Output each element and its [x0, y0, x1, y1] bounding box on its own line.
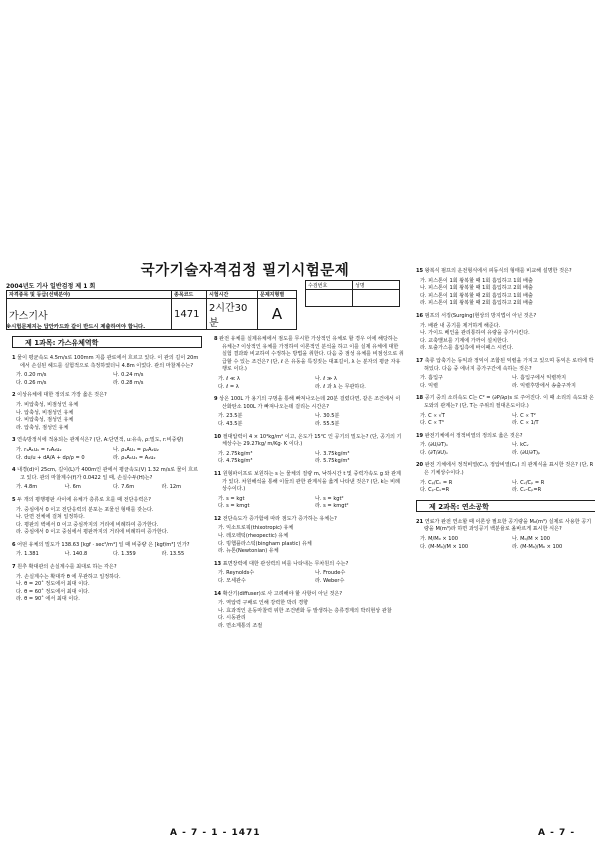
question-item — [214, 336, 404, 391]
answer-option: 다. C ∝ T³ — [420, 420, 444, 427]
question-item — [214, 471, 404, 511]
answer-options — [12, 507, 202, 537]
answer-option: 가. 흡입구 — [420, 375, 443, 382]
answer-options — [416, 413, 595, 428]
time-value: 2시간30분 — [207, 299, 258, 330]
question-body: 축류 압축기는 동익과 정익이 조합된 익렬을 가지고 있으며 동익은 로터에 박혀있다. 다음 중 에너지 증가구간에 속하는 것은? — [424, 357, 594, 372]
answer-option: 나. ℓ ≫ λ — [315, 375, 337, 382]
answer-option: 라. C ∝ 1/T — [512, 420, 539, 427]
examinee-info-table — [305, 280, 400, 307]
question-item — [12, 467, 202, 492]
question-item — [12, 392, 202, 432]
question-item — [416, 358, 595, 390]
type-header: 문제지형별 — [258, 291, 297, 299]
answer-options — [214, 376, 404, 391]
answer-option: 라. 압축성, 점성인 유체 — [16, 424, 69, 431]
question-item — [12, 542, 202, 559]
column-1 — [12, 336, 202, 609]
answer-option: 라. s = kmgt² — [315, 503, 349, 510]
answer-option: 가. 23.5분 — [218, 413, 243, 420]
answer-option: 라. ρ₁A₁u₁ = A₂u₂ — [113, 454, 156, 461]
answer-option: 나. ρ₁Au₁ = ρ₂A₂u₂ — [113, 446, 159, 453]
examinee-name-label: 성명 — [353, 281, 400, 290]
question-text — [12, 542, 202, 550]
answer-options — [214, 525, 404, 555]
question-body: 연료가 완전 연소할 때 이론상 필요한 공기량을 M₀(m³) 실제로 사용한 공기량을 M(m³)라 하면 과잉공기 백분율로 올바르게 표시한 식은? — [424, 518, 592, 533]
question-body: 확산기(diffuser)로 사 고려해야 할 사항이 아닌 것은? — [222, 590, 343, 597]
answer-option: 다. (M-M₀)/M × 100 — [420, 543, 469, 550]
answer-option: 나. Froude수 — [315, 570, 346, 577]
answer-option: 나. 30.5분 — [315, 413, 340, 420]
question-number: 6 — [12, 541, 16, 548]
question-text — [12, 355, 202, 370]
answer-option: 다. Cₚ-Cᵥ=R — [420, 487, 450, 494]
answer-option: 다. 피스톤이 1회 왕복할 때 2회 흡입하고 1회 배출 — [420, 292, 533, 299]
answer-option: 라. 13.55 — [161, 551, 185, 558]
answer-option: 라. Cᵥ-Cₚ=R — [512, 487, 542, 494]
question-item — [416, 268, 595, 308]
question-text — [416, 462, 595, 477]
question-item — [416, 313, 595, 353]
question-body: 연속방정식에 적용되는 관계식은? (단, A:단면적, u:유속, ρ:밀도, r:비중량) — [17, 437, 184, 444]
answer-option: 다. θ = 60˚ 정도에서 최대 이다. — [16, 588, 90, 595]
question-item — [214, 434, 404, 466]
question-text — [214, 516, 404, 524]
time-header: 시험시간 — [207, 291, 258, 299]
question-body: 왕복식 펌프의 운전형식에서 피동식의 형태를 비교해 설명한 것은? — [424, 268, 572, 274]
answer-option: 가. Cₚ/Cᵥ = R — [420, 479, 453, 486]
answer-option: 나. C ∝ T² — [512, 412, 536, 419]
question-number: 3 — [12, 437, 16, 444]
answer-option: 다. s = kmgt — [218, 503, 250, 510]
answer-option: 가. 비압축성, 비점성인 유체 — [16, 401, 79, 408]
answer-option: 가. (∂U/∂T)ᵥ — [420, 442, 449, 449]
question-number: 19 — [416, 432, 424, 439]
answer-option: 가. 역압력 구배로 인해 강력한 박리 경향 — [218, 600, 309, 607]
question-text — [214, 396, 404, 411]
answer-option: 라. 12m — [161, 484, 182, 491]
answer-option: 가. 1.381 — [16, 551, 39, 558]
question-number: 15 — [416, 268, 424, 274]
question-number: 10 — [214, 433, 222, 440]
answer-option: 라. 5.75kg/m³ — [315, 458, 350, 465]
question-body: 완전기체에서 정적비열의 정의로 옳은 것은? — [424, 432, 523, 439]
question-text — [12, 437, 202, 445]
answer-options — [416, 278, 595, 308]
answer-option: 나. 140.8 — [64, 551, 88, 558]
answer-option: 가. M/M₀ × 100 — [420, 536, 458, 543]
answer-option: 나. 압축성, 비점성인 유체 — [16, 409, 74, 416]
code-value: 1471 — [172, 299, 207, 330]
question-number: 16 — [416, 312, 424, 319]
question-item — [12, 497, 202, 537]
question-body: 원형파이프로 보원하는 s 는 물체의 질량 m, 낙하시간 t 및 중력가속도 g 와 관계가 있다. 차원해석을 통해 이들의 관한 관계식을 옳게 나타낸 것은? (단, k는 비례상수이다.) — [222, 470, 401, 493]
question-body: 전단속도가 증가함에 따라 점도가 증가하는 유체는? — [222, 515, 337, 522]
answer-option: 나. 3.75kg/m³ — [315, 450, 350, 457]
question-number: 18 — [416, 395, 424, 402]
answer-option: 가. r₁A₁u₁ = r₂A₂u₂ — [16, 446, 62, 453]
question-body: 표면장력에 대한 관성력의 비를 나타내는 무차원의 수는? — [222, 560, 349, 567]
question-text — [214, 561, 404, 569]
answer-options — [416, 480, 595, 495]
question-item — [416, 519, 595, 551]
question-number: 20 — [416, 462, 424, 469]
question-text — [416, 313, 595, 321]
question-item — [416, 462, 595, 494]
answer-option: 라. (∂U/∂T)ₚ — [512, 449, 541, 456]
examinee-name-field — [353, 290, 400, 307]
answer-option: 나. 0.24 m/s — [113, 372, 144, 379]
answer-option: 다. 7.6m — [113, 484, 135, 491]
question-item — [12, 564, 202, 604]
answer-option: 라. 면소계통의 조절 — [218, 623, 263, 629]
answer-option: 나. 6m — [64, 484, 81, 491]
question-text — [214, 434, 404, 449]
answer-option: 다. 1.359 — [113, 551, 136, 558]
answer-option: 다. 모세관수 — [218, 578, 246, 585]
question-number: 14 — [214, 590, 222, 597]
answer-option: 가. 익소트로픽(thixotropic) 유체 — [218, 525, 294, 532]
column-2 — [214, 336, 404, 636]
question-body: 어떤 유체의 밀도가 138.63 [kgf · sec²/m⁴] 일 때 비중량 은 [kgf/m³] 인가? — [17, 541, 190, 548]
answer-options — [416, 442, 595, 457]
answer-options — [214, 451, 404, 466]
answer-option: 다. 43.5분 — [218, 420, 243, 427]
answer-option: 라. 0.28 m/s — [113, 379, 144, 386]
subject-value: 가스기사 — [7, 299, 172, 330]
question-text — [416, 358, 595, 373]
question-number: 2 — [12, 392, 16, 399]
answer-option: 나. 효과적인 운동마찰력 위한 조건변화 등 발생하는 층류경계의 박리현상 관찰 — [218, 607, 392, 614]
answer-option: 가. 피스톤이 1회 왕복할 때 1회 흡입하고 1회 배출 — [420, 277, 533, 284]
answer-options — [416, 536, 595, 551]
question-number: 17 — [416, 357, 424, 364]
question-body: 공기 중의 소리속도 C는 C² = (∂P/∂ρ)s 로 주어진다. 이 때 소리의 속도와 온도와의 관계는? (단, T는 주위의 절대온도이다.) — [424, 395, 594, 409]
answer-option: 다. (∂T/∂U)ᵥ — [420, 449, 449, 456]
question-text — [416, 268, 595, 276]
question-text — [416, 395, 595, 410]
answer-option: 가. 배관 내 공기를 제거하게 해준다. — [420, 322, 501, 329]
question-text — [12, 497, 202, 505]
question-item — [214, 561, 404, 586]
answer-option: 라. ℓ 과 λ 는 무관하다. — [315, 383, 366, 390]
question-body: 상온 100L 가 용기의 구멍을 통해 빠져나오는데 20분 걸렸다면, 같은 조건에서 이산화탄소 100L 가 빠져나오는데 걸리는 시간은? — [219, 396, 401, 410]
code-header: 종목코드 — [172, 291, 207, 299]
answer-option: 나. 가이드 베인을 관리통하여 유량을 증가시킨다. — [420, 330, 530, 337]
answer-option: 가. 0.20 m/s — [16, 372, 47, 379]
answer-option: 나. Cᵥ/Cₚ = R — [512, 479, 545, 486]
answer-options — [12, 372, 202, 387]
question-item — [416, 433, 595, 458]
answer-option: 라. 토출가스를 흡입측에 바이패스 시킨다. — [420, 345, 514, 352]
question-number: 8 — [214, 336, 218, 342]
answer-option: 나. θ = 20˚ 정도에서 최대 이다. — [16, 581, 90, 588]
answer-option: 라. (M-M₀)/M₀ × 100 — [512, 543, 563, 550]
answer-option: 다. 빙햄플라스틱(bingham plastic) 유체 — [218, 540, 312, 547]
answer-option: 가. 중심에서 0 이고 전단응력의 분포는 포물선 형태를 갖는다. — [16, 506, 154, 513]
question-body: 내경(d)이 25cm, 길이(L)가 400m인 관에서 평균속도(V) 1.32 m/s로 물이 흐르고 있다. 관의 마찰계수(f)가 0.0422 일 때, 손실수두(H)는? — [17, 467, 198, 481]
question-text — [416, 519, 595, 534]
question-text — [214, 471, 404, 494]
question-number: 5 — [12, 496, 16, 503]
answer-option: 라. 익렬후방에서 송출구까지 — [512, 382, 576, 389]
question-number: 13 — [214, 560, 222, 567]
section-title: 제 1과목: 가스유체역학 — [12, 336, 202, 348]
answer-options — [12, 574, 202, 604]
answer-option: 나. 피스톤이 1회 왕복할 때 1회 흡입하고 2회 배출 — [420, 285, 533, 292]
question-body: 이상유체에 대한 정의로 가장 옳은 것은? — [17, 392, 107, 399]
answer-option: 다. 4.75kg/m³ — [218, 458, 253, 465]
question-text — [12, 467, 202, 482]
answer-option: 나. 레오펙틱(rheopectic) 유체 — [218, 533, 289, 540]
question-item — [214, 396, 404, 428]
question-body: 절대압력이 4 × 10⁴kg/m² 이고, 온도가 15℃ 인 공기의 밀도는? (단, 공기의 기체상수는 29.27kg/ m/Kg· K 이다.) — [222, 433, 402, 448]
answer-option: 다. du/u + dA/A + dρ/ρ = 0 — [16, 454, 85, 461]
answer-options — [416, 375, 595, 390]
answer-options — [214, 570, 404, 585]
answer-option: 가. C ∝ √T — [420, 412, 445, 419]
answer-option: 다. 시동관리 — [218, 615, 246, 622]
answer-option: 다. 0.26 m/s — [16, 379, 47, 386]
answer-option: 다. 비압축성, 점성인 유체 — [16, 417, 74, 424]
answer-option: 나. kCᵥ — [512, 442, 529, 449]
question-body: 펌프의 서징(Surging)현상의 방지법이 아닌 것은? — [424, 312, 537, 319]
question-number: 11 — [214, 470, 222, 477]
answer-option: 다. ℓ = λ — [218, 383, 239, 390]
answer-option: 라. Weber수 — [315, 578, 345, 585]
question-number: 1 — [12, 355, 16, 361]
notice-text: ※시험문제지는 답안카드와 같이 반드시 제출하여야 합니다. — [6, 324, 146, 330]
question-text — [416, 433, 595, 441]
answer-options — [214, 413, 404, 428]
section-title: 제 2과목: 연소공학 — [416, 500, 595, 512]
question-text — [214, 591, 404, 599]
question-item — [12, 437, 202, 462]
answer-option: 다. 교축밸브를 기계에 가까이 설치한다. — [420, 337, 509, 344]
answer-option: 나. 단면 전체에 걸쳐 일정하다. — [16, 514, 85, 521]
answer-option: 가. 4.8m — [16, 484, 38, 491]
question-text — [12, 564, 202, 572]
question-item — [214, 591, 404, 631]
answer-options — [12, 447, 202, 462]
answer-options — [214, 600, 404, 630]
page-title: 국가기술자격검정 필기시험문제 — [140, 263, 350, 279]
question-item — [12, 355, 202, 387]
answer-options — [12, 551, 202, 559]
answer-option: 나. M₀/M × 100 — [512, 536, 550, 543]
exam-year: 2004년도 기사 일반검정 제 1 회 — [6, 283, 96, 290]
question-body: 완전 기체에서 정적비열(Cᵥ), 정압비열(Cₚ) 의 관계식을 표시한 것은? (단, R은 기체상수이다.) — [424, 462, 594, 477]
page-footer-next: A - 7 - — [538, 828, 576, 838]
question-number: 21 — [416, 518, 424, 525]
answer-option: 라. 뉴톤(Newtonian) 유체 — [218, 548, 279, 555]
answer-option: 다. 평판의 벽에서 0 이고 중심까지의 거리에 비례하여 증가한다. — [16, 521, 159, 528]
answer-option: 라. 중심에서 0 이고 중심에서 평판까지의 거리에 비례하여 증가한다. — [16, 529, 169, 536]
answer-options — [12, 402, 202, 432]
question-item — [214, 516, 404, 556]
question-body: 물이 평균속도 4.5m/s로 100mm 지름 관로에서 흐르고 있다. 이 관의 길이 20m에서 손실된 헤드를 실험적으로 측정하였더니 4.8m 이었다. 관의 마찰계수는? — [17, 355, 199, 369]
answer-option: 라. 피스톤이 1회 왕복할 때 2회 흡입하고 2회 배출 — [420, 300, 533, 307]
question-body: 두 개의 평행평판 사이에 유체가 층류로 흐를 때 전단응력은? — [17, 496, 151, 503]
subject-header: 자격종목 및 등급(선택분야) — [7, 291, 172, 299]
answer-option: 라. θ = 90˚ 에서 최대 이다. — [16, 596, 80, 603]
answer-options — [12, 484, 202, 492]
answer-option: 나. 흡입구에서 익렬까지 — [512, 375, 567, 382]
question-number: 4 — [12, 467, 16, 474]
answer-option: 가. s = kgt — [218, 495, 245, 502]
question-body: 완전 유체를 실제유체에서 점도를 무시한 가상적인 유체로 할 경우 이에 해당하는 유체는? 이상적인 유체를 가정하여 이론적인 분석을 하고 이를 실제 유체에 대한 실험 결과와 비교하여 수정하는 방법을 취한다. 다음 중 점성 유체를 비점성으로 취급할 수 있는 조건은? (단, ℓ 은 유동을 특징짓는 대표길이, λ 는 분자의 평균 자유행로 이다.) — [219, 336, 404, 373]
page-footer: A - 7 - 1 - 1471 — [170, 828, 261, 838]
answer-option: 라. 55.5분 — [315, 420, 340, 427]
examinee-number-label: 수검번호 — [306, 281, 353, 290]
column-3 — [416, 268, 595, 556]
answer-options — [214, 496, 404, 511]
answer-option: 다. 익렬 — [420, 382, 439, 389]
answer-option: 가. Reynolds수 — [218, 570, 255, 577]
question-number: 12 — [214, 515, 222, 522]
question-item — [416, 395, 595, 427]
answer-options — [416, 323, 595, 353]
answer-option: 가. 손실계수는 확대각 θ 에 무관하고 일정하다. — [16, 573, 121, 580]
answer-option: 나. s = kgt² — [315, 495, 344, 502]
question-body: 원추 확대관의 손실계수를 최대로 하는 각은? — [17, 564, 117, 571]
question-number: 9 — [214, 396, 218, 403]
examinee-number-field — [306, 290, 353, 307]
answer-option: 가. ℓ ≪ λ — [218, 375, 240, 382]
question-text — [214, 336, 404, 374]
type-value: A — [258, 299, 297, 330]
question-number: 7 — [12, 564, 16, 571]
question-text — [12, 392, 202, 400]
answer-option: 가. 2.75kg/m³ — [218, 450, 253, 457]
